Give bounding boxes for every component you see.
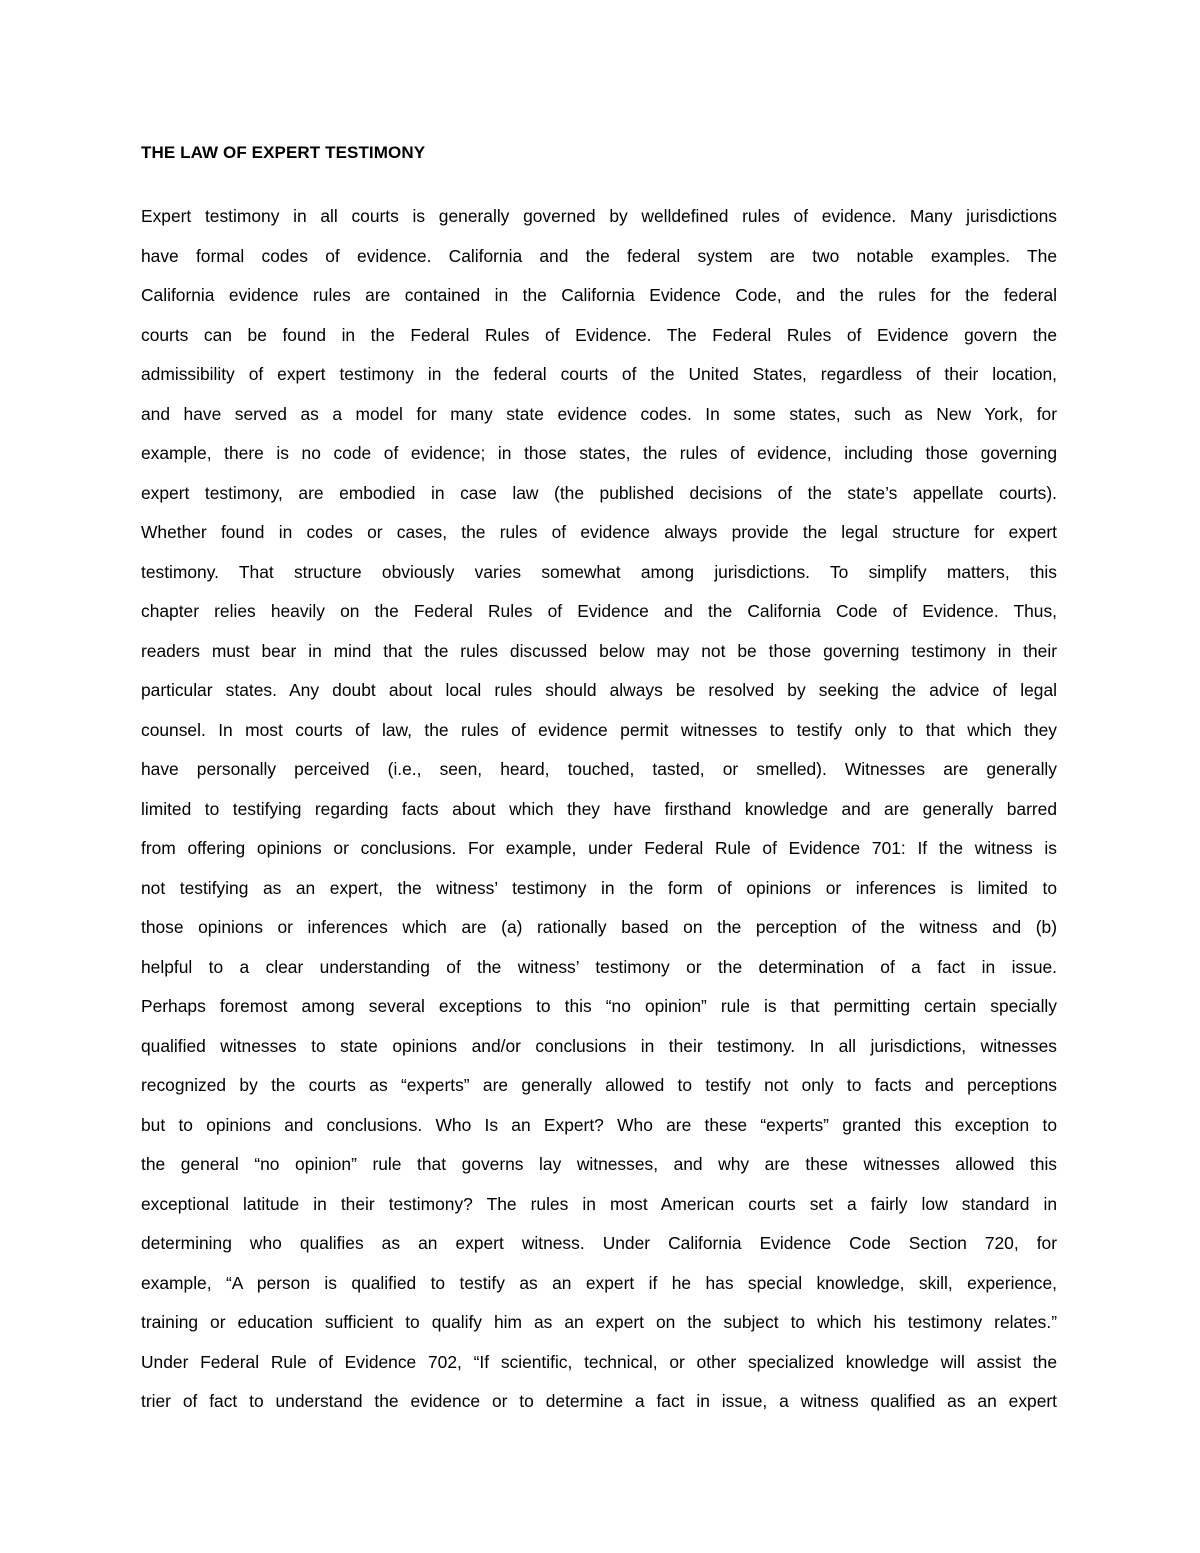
body-line: testimony. That structure obviously varies somewhat among jurisdictions. To simplify matters, this <box>141 561 1057 582</box>
body-line: the general “no opinion” rule that governs lay witnesses, and why are these witnesses allowed this <box>141 1154 1057 1174</box>
body-line: qualified witnesses to state opinions and/or conclusions in their testimony. In all jurisdictions, witnesses <box>141 1035 1057 1056</box>
body-line: Whether found in codes or cases, the rules of evidence always provide the legal structure for expert <box>141 522 1057 542</box>
body-line: particular states. Any doubt about local rules should always be resolved by seeking the advice of legal <box>141 680 1057 700</box>
body-line: training or education sufficient to qualify him as an expert on the subject to which his testimony relates.” <box>141 1312 1057 1332</box>
body-line: example, there is no code of evidence; in those states, the rules of evidence, including those governing <box>141 443 1057 463</box>
body-line: Perhaps foremost among several exceptions to this “no opinion” rule is that permitting certain specially <box>141 996 1057 1016</box>
body-line: courts can be found in the Federal Rules of Evidence. The Federal Rules of Evidence govern the <box>141 324 1057 345</box>
body-line: have personally perceived (i.e., seen, heard, touched, tasted, or smelled). Witnesses are generally <box>141 759 1057 779</box>
body-line: Under Federal Rule of Evidence 702, “If scientific, technical, or other specialized knowledge will assist the <box>141 1351 1057 1372</box>
body-line: chapter relies heavily on the Federal Rules of Evidence and the California Code of Evidence. Thus, <box>141 601 1057 621</box>
body-line: helpful to a clear understanding of the witness’ testimony or the determination of a fact in issue. <box>141 956 1057 977</box>
body-line: trier of fact to understand the evidence or to determine a fact in issue, a witness qualified as an expert <box>141 1391 1057 1411</box>
body-line: not testifying as an expert, the witness’ testimony in the form of opinions or inferences is limited to <box>141 877 1057 898</box>
body-line: readers must bear in mind that the rules discussed below may not be those governing testimony in their <box>141 640 1057 661</box>
body-line: California evidence rules are contained in the California Evidence Code, and the rules for the federal <box>141 285 1057 305</box>
body-line: recognized by the courts as “experts” are generally allowed to testify not only to facts and perceptions <box>141 1075 1057 1095</box>
body-line: admissibility of expert testimony in the federal courts of the United States, regardless of their location, <box>141 364 1057 384</box>
body-line: expert testimony, are embodied in case law (the published decisions of the state’s appellate courts). <box>141 482 1057 503</box>
body-line: Expert testimony in all courts is generally governed by welldefined rules of evidence. Many jurisdictions <box>141 206 1057 226</box>
body-line: and have served as a model for many state evidence codes. In some states, such as New York, for <box>141 403 1057 424</box>
document-body <box>141 197 1057 1422</box>
document-title: THE LAW OF EXPERT TESTIMONY <box>141 143 426 162</box>
body-line: have formal codes of evidence. California and the federal system are two notable examples. The <box>141 245 1057 266</box>
body-line: example, “A person is qualified to testify as an expert if he has special knowledge, skill, experience, <box>141 1272 1057 1293</box>
body-line: limited to testifying regarding facts about which they have firsthand knowledge and are generally barred <box>141 798 1057 819</box>
body-line: those opinions or inferences which are (a) rationally based on the perception of the witness and (b) <box>141 917 1057 937</box>
body-line: counsel. In most courts of law, the rules of evidence permit witnesses to testify only to that which they <box>141 719 1057 740</box>
body-line: from offering opinions or conclusions. For example, under Federal Rule of Evidence 701: If the witness is <box>141 838 1057 858</box>
body-line: determining who qualifies as an expert witness. Under California Evidence Code Section 720, for <box>141 1233 1057 1253</box>
body-line: exceptional latitude in their testimony? The rules in most American courts set a fairly low standard in <box>141 1193 1057 1214</box>
body-line: but to opinions and conclusions. Who Is an Expert? Who are these “experts” granted this exception to <box>141 1114 1057 1135</box>
